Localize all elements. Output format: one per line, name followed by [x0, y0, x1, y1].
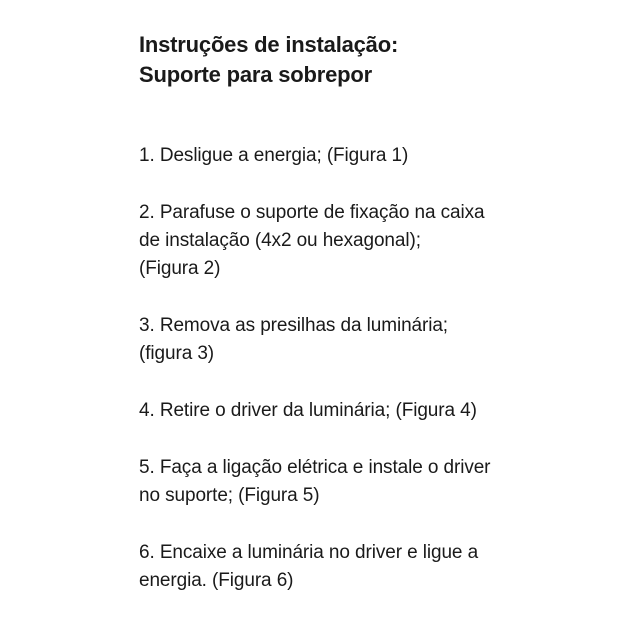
title-line-2: Suporte para sobrepor — [139, 62, 372, 87]
step-2-line-3: (Figura 2) — [139, 258, 221, 279]
step-1 — [139, 142, 579, 170]
title-line-1: Instruções de instalação: — [139, 32, 399, 57]
step-2 — [139, 199, 579, 283]
step-5 — [139, 454, 579, 510]
step-5-line-2: no suporte; (Figura 5) — [139, 485, 320, 506]
step-1-line-1: 1. Desligue a energia; (Figura 1) — [139, 145, 409, 166]
step-6 — [139, 539, 579, 595]
step-6-line-1: 6. Encaixe a luminária no driver e ligue a — [139, 542, 479, 563]
instruction-content — [139, 30, 579, 624]
steps-list — [139, 142, 579, 595]
step-3-line-1: 3. Remova as presilhas da luminária; — [139, 315, 448, 336]
page-title — [139, 30, 579, 90]
step-3-line-2: (figura 3) — [139, 343, 215, 364]
step-4 — [139, 397, 579, 425]
step-6-line-2: energia. (Figura 6) — [139, 570, 294, 591]
step-5-line-1: 5. Faça a ligação elétrica e instale o driver — [139, 457, 491, 478]
step-3 — [139, 312, 579, 368]
step-4-line-1: 4. Retire o driver da luminária; (Figura 4) — [139, 400, 477, 421]
step-2-line-2: de instalação (4x2 ou hexagonal); — [139, 230, 421, 251]
step-2-line-1: 2. Parafuse o suporte de fixação na caixa — [139, 202, 485, 223]
